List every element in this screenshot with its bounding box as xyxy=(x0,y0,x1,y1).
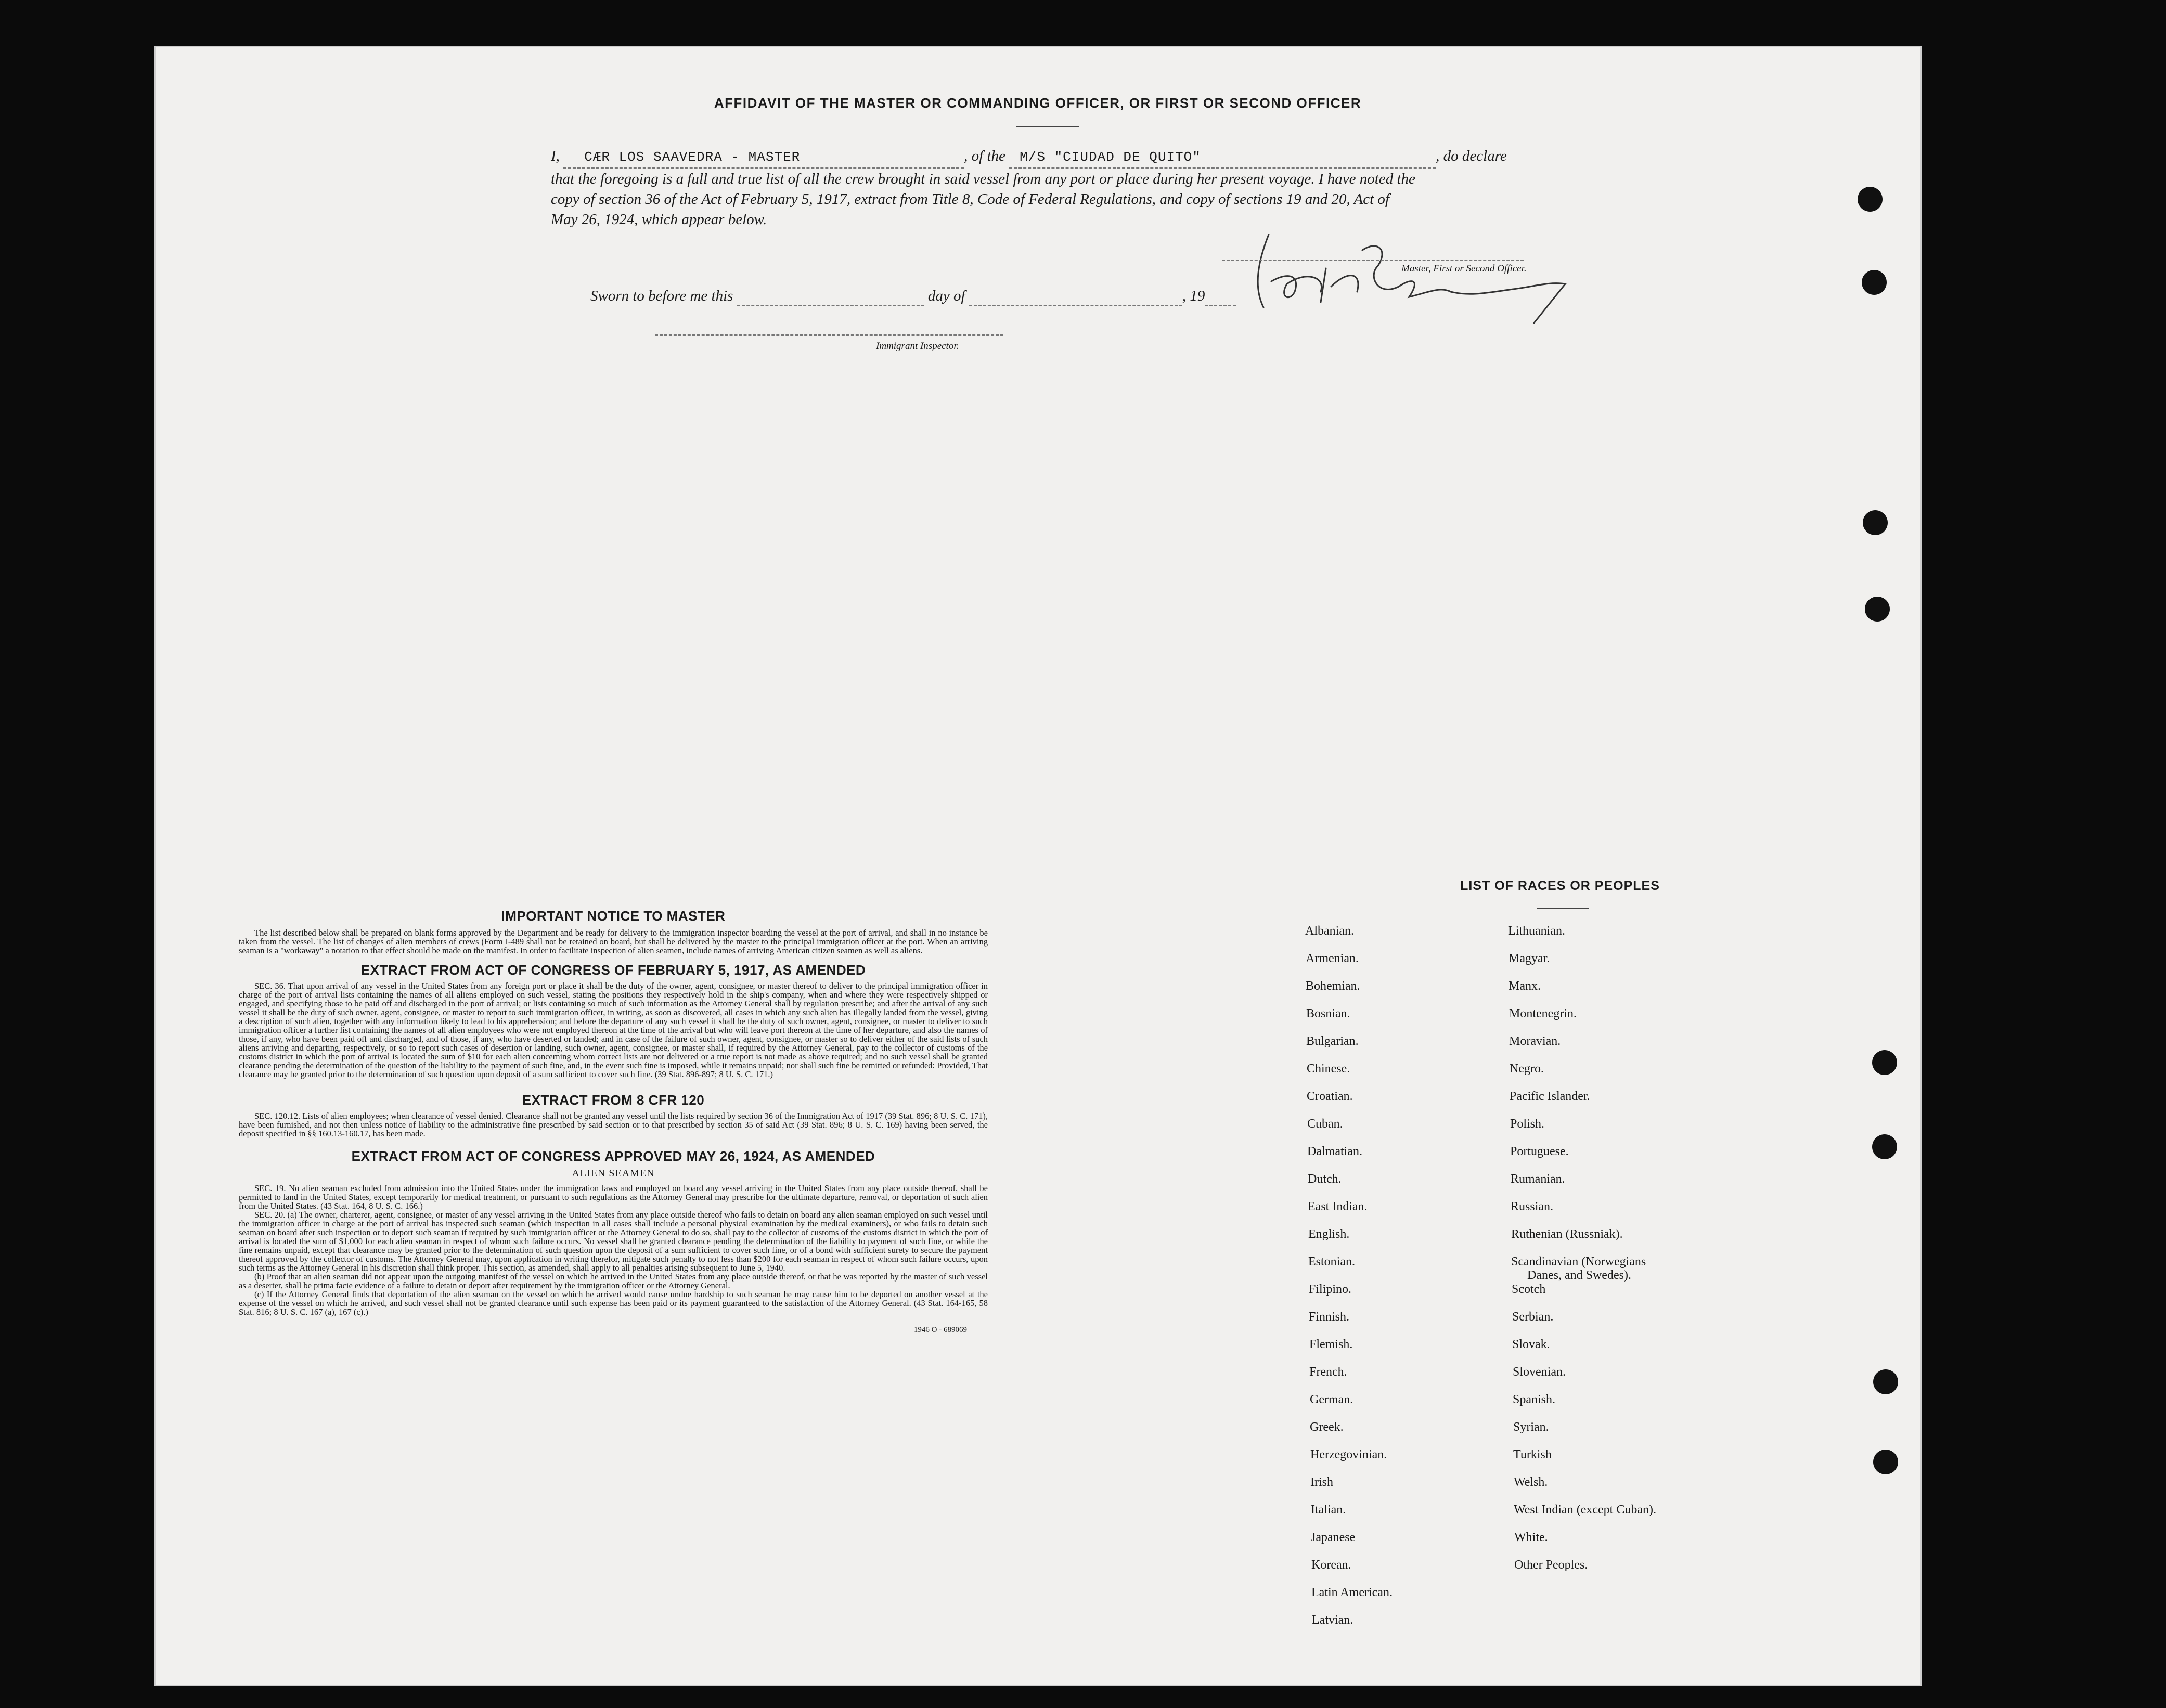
race-item: East Indian. xyxy=(1308,1200,1368,1213)
sworn-label: Sworn to before me this xyxy=(590,288,733,304)
extract3-body: (b) Proof that an alien seaman did not appear upon the outgoing manifest of the vessel on which he arrived in the United States from any place outside thereof, or that he was reported by the master of such vessel as a deserter, shall be prima facie evidence of a failure to detain or deport after requirement by the immigration officer or the Attorney General. xyxy=(239,1272,988,1290)
declaration-line: copy of section 36 of the Act of February 5, 1917, extract from Title 8, Code of Federal Regulations, and copy of sections 19 and 20, Act of xyxy=(551,191,1389,208)
affidavit-title: AFFIDAVIT OF THE MASTER OR COMMANDING OFFICER, OR FIRST OR SECOND OFFICER xyxy=(714,95,1362,111)
print-code: 1946 O - 689069 xyxy=(913,1326,967,1334)
race-item: West Indian (except Cuban). xyxy=(1514,1503,1656,1517)
race-item: German. xyxy=(1310,1393,1353,1406)
race-item: Italian. xyxy=(1311,1503,1346,1517)
day-of-label: day of xyxy=(927,288,965,304)
race-item: Moravian. xyxy=(1509,1034,1561,1048)
race-item: Welsh. xyxy=(1514,1476,1548,1489)
notice-body: The list described below shall be prepared on blank forms approved by the Department and be ready for delivery to the immigration inspector boarding the vessel at the port of arrival, and shall in no instance be taken from the vessel. The list of changes of alien members of crews (Form I-489 shall not be retained on board, but shall be delivered by the master to the principal immigration officer at the port. When an arriving seaman is a "workaway" a notation to that effect should be made on the manifest. In order to facilitate inspection of alien seamen, include names of arriving American citizen seamen as well as aliens. xyxy=(239,928,988,955)
race-item: Scotch xyxy=(1512,1283,1546,1296)
race-item: Russian. xyxy=(1511,1200,1554,1213)
signature-line xyxy=(1222,260,1524,261)
of-the-label: , of the xyxy=(964,148,1005,164)
extract3-body: SEC. 19. No alien seaman excluded from admission into the United States under the immigration laws and employed on board any vessel arriving in the United States from any place outside thereof, shall be permitted to land in the United States, except temporarily for medical treatment, or pursuant to such regulations as the Attorney General may prescribe for the ultimate departure, removal, or deportation of such alien from the United States. (43 Stat. 164, 8 U. S. C. 166.) xyxy=(239,1183,988,1211)
extract1-heading: EXTRACT FROM ACT OF CONGRESS OF FEBRUARY 5, 1917, AS AMENDED xyxy=(360,962,866,978)
race-item: Danes, and Swedes). xyxy=(1527,1269,1631,1282)
inspector-signature-line xyxy=(655,334,1003,336)
race-item: Latin American. xyxy=(1311,1586,1393,1599)
signature-caption: Master, First or Second Officer. xyxy=(1401,263,1527,274)
sworn-day-field xyxy=(737,288,924,306)
year-label: , 19 xyxy=(1182,288,1205,304)
declaration-first-line xyxy=(551,146,1695,169)
vessel-name-value: M/S "CIUDAD DE QUITO" xyxy=(1020,149,1201,165)
race-item: Ruthenian (Russniak). xyxy=(1511,1227,1623,1241)
race-item: Herzegovinian. xyxy=(1310,1448,1387,1461)
sworn-line xyxy=(590,288,1236,306)
race-item: Other Peoples. xyxy=(1514,1558,1588,1572)
race-item: Slovenian. xyxy=(1513,1365,1566,1379)
punch-hole xyxy=(1872,1050,1897,1075)
do-declare-label: , do declare xyxy=(1436,148,1507,164)
master-name-value: CÆR LOS SAAVEDRA - MASTER xyxy=(584,149,801,165)
race-item: English. xyxy=(1308,1227,1350,1241)
race-item: Polish. xyxy=(1510,1117,1545,1131)
document-sheet xyxy=(154,46,1922,1686)
punch-hole xyxy=(1872,1134,1897,1159)
race-item: Dutch. xyxy=(1308,1172,1342,1186)
punch-hole xyxy=(1865,597,1890,622)
master-signature xyxy=(1222,219,1596,333)
punch-hole xyxy=(1873,1450,1898,1474)
punch-hole xyxy=(1858,187,1883,212)
race-item: Irish xyxy=(1310,1476,1333,1489)
extract3-heading: EXTRACT FROM ACT OF CONGRESS APPROVED MAY 26, 1924, AS AMENDED xyxy=(351,1148,875,1164)
race-item: Serbian. xyxy=(1512,1310,1554,1324)
race-item: Bohemian. xyxy=(1306,979,1360,993)
race-item: Montenegrin. xyxy=(1509,1007,1577,1020)
race-item: Finnish. xyxy=(1309,1310,1350,1324)
sworn-month-field xyxy=(969,288,1182,306)
declaration-line: that the foregoing is a full and true list of all the crew brought in said vessel from any port or place during her present voyage. I have noted the xyxy=(551,171,1415,187)
extract3-body: (c) If the Attorney General finds that deportation of the alien seaman on the vessel on which he arrived would cause undue hardship to such seaman he may cause him to be deported on another vessel at the expense of the vessel on which he arrived, and such vessel shall not be granted clearance until such expense has been paid or its payment guaranteed to the satisfaction of the Attorney General. (43 Stat. 164-165, 58 Stat. 816; 8 U. S. C. 167 (a), 167 (c).) xyxy=(239,1289,988,1317)
race-item: Manx. xyxy=(1509,979,1541,993)
race-item: Korean. xyxy=(1311,1558,1351,1572)
race-item: Lithuanian. xyxy=(1508,924,1565,938)
extract3-body: SEC. 20. (a) The owner, charterer, agent, consignee, or master of any vessel arriving in the United States from any place outside thereof who fails to detain on board any alien seaman employed on such vessel until the immigration officer in charge at the port of arrival has inspected such seaman (which inspection in all cases shall include a personal physical examination by the medical examiners), or who fails to detain such seaman on board after such inspection or to deport such seaman if required by such immigration officer or the Attorney General to do so, shall pay to the collector of customs of the customs district in which the port of arrival is located the sum of $1,000 for each alien seaman in respect of whom such failure occurs. No vessel shall be granted clearance pending the determination of the liability to payment of such fine, or while the fine remains unpaid, except that clearance may be granted prior to the determination of such question upon the deposit of a sum sufficient to cover such fine, or of a bond with sufficient surety to secure the payment thereof approved by the collector of customs. The Attorney General may, upon application in writing therefor, mitigate such penalty to not less than $200 for each seaman in respect of whom such failure occurs, upon such terms as the Attorney General in his discretion shall think proper. This section, as amended, shall apply to all penalties arising subsequent to June 5, 1940. xyxy=(239,1210,988,1273)
punch-hole xyxy=(1873,1369,1898,1394)
declaration-line: May 26, 1924, which appear below. xyxy=(551,211,767,228)
race-item: Rumanian. xyxy=(1511,1172,1565,1186)
race-item: Latvian. xyxy=(1312,1613,1353,1627)
extract3-subheading: ALIEN SEAMEN xyxy=(572,1168,655,1179)
race-item: Bosnian. xyxy=(1306,1007,1350,1020)
i-label: I, xyxy=(551,148,560,164)
declaration-block xyxy=(551,146,1695,230)
race-item: Spanish. xyxy=(1513,1393,1556,1406)
race-item: Cuban. xyxy=(1307,1117,1343,1131)
punch-hole xyxy=(1863,510,1888,535)
race-item: Filipino. xyxy=(1309,1283,1352,1296)
extract2-heading: EXTRACT FROM 8 CFR 120 xyxy=(522,1092,705,1108)
race-item: White. xyxy=(1514,1531,1548,1544)
race-item: Estonian. xyxy=(1308,1255,1355,1269)
notice-heading: IMPORTANT NOTICE TO MASTER xyxy=(501,908,726,924)
race-item: Chinese. xyxy=(1307,1062,1350,1076)
race-item: Negro. xyxy=(1510,1062,1544,1076)
race-item: Slovak. xyxy=(1512,1338,1550,1351)
race-item: French. xyxy=(1309,1365,1347,1379)
race-item: Armenian. xyxy=(1306,952,1359,965)
race-item: Greek. xyxy=(1310,1420,1344,1434)
important-notice xyxy=(239,908,988,1335)
race-item: Portuguese. xyxy=(1510,1145,1569,1158)
race-item: Albanian. xyxy=(1305,924,1354,938)
master-name-field xyxy=(563,147,964,169)
races-title-underline xyxy=(1537,908,1589,909)
race-item: Bulgarian. xyxy=(1306,1034,1359,1048)
vessel-name-field xyxy=(1009,147,1436,169)
race-item: Pacific Islander. xyxy=(1510,1090,1590,1103)
punch-hole xyxy=(1862,270,1887,295)
extract1-body: SEC. 36. That upon arrival of any vessel in the United States from any foreign port or place it shall be the duty of the owner, agent, consignee, or master thereof to deliver to the principal immigration officer in charge of the port of arrival lists containing the names of all aliens employed on such vessel, stating the positions they respectively hold in the ship's company, when and where they were respectively shipped or engaged, and specifying those to be paid off and discharged in the port of arrival; or lists containing so much of such information as the Attorney General shall by regulation prescribe; and after the arrival of any such vessel it shall be the duty of such owner, agent, consignee, or master to report to such immigration officer, in writing, as soon as discovered, all cases in which any such alien has illegally landed from the vessel, giving a description of such alien, together with any information likely to lead to his apprehension; and before the departure of any such vessel it shall be the duty of such owner, agent, consignee, or master to deliver to such immigration officer a further list containing the names of all alien employees who were not employed thereon at the time of the arrival but who will leave port thereon at the time of her departure, and also the names of those, if any, who have been paid off and discharged, and of those, if any, who have deserted or landed; and in case of the failure of such owner, agent, consignee, or master so to deliver either of the said lists of such aliens arriving and departing, respectively, or so to report such cases of desertion or landing, such owner, agent, consignee, or master shall, if required by the Attorney General, pay to the collector of customs of the customs district in which the port of arrival is located the sum of $10 for each alien concerning whom correct lists are not delivered or a true report is not made as above required; and no such vessel shall be granted clearance pending the determination of the question of the liability to the payment of such fine, and, in the event such fine is imposed, while it remains unpaid; nor shall such fine be remitted or refunded: Provided, That clearance may be granted prior to the determination of such question upon deposit of a sum sufficient to cover such fine. (39 Stat. 896-897; 8 U. S. C. 171.) xyxy=(239,981,988,1079)
race-item: Japanese xyxy=(1311,1531,1356,1544)
extract2-body: SEC. 120.12. Lists of alien employees; when clearance of vessel denied. Clearance shall not be granted any vessel until the lists required by section 36 of the Immigration Act of 1917 (39 Stat. 896; 8 U. S. C. 171), have been furnished, and not then unless notice of liability to the administrative fine prescribed by said section or to that prescribed by section 35 of said Act (39 Stat. 896; 8 U. S. C. 169) having been served, the deposit specified in §§ 160.13-160.17, has been made. xyxy=(239,1111,988,1138)
race-item: Syrian. xyxy=(1513,1420,1549,1434)
race-item: Scandinavian (Norwegians xyxy=(1511,1255,1646,1269)
inspector-caption: Immigrant Inspector. xyxy=(876,341,959,352)
race-item: Magyar. xyxy=(1509,952,1550,965)
races-title: LIST OF RACES OR PEOPLES xyxy=(1460,878,1660,893)
title-underline xyxy=(1016,126,1079,127)
race-item: Croatian. xyxy=(1307,1090,1353,1103)
race-item: Dalmatian. xyxy=(1307,1145,1362,1158)
race-item: Flemish. xyxy=(1309,1338,1353,1351)
sworn-year-field xyxy=(1205,288,1236,306)
race-item: Turkish xyxy=(1513,1448,1552,1461)
